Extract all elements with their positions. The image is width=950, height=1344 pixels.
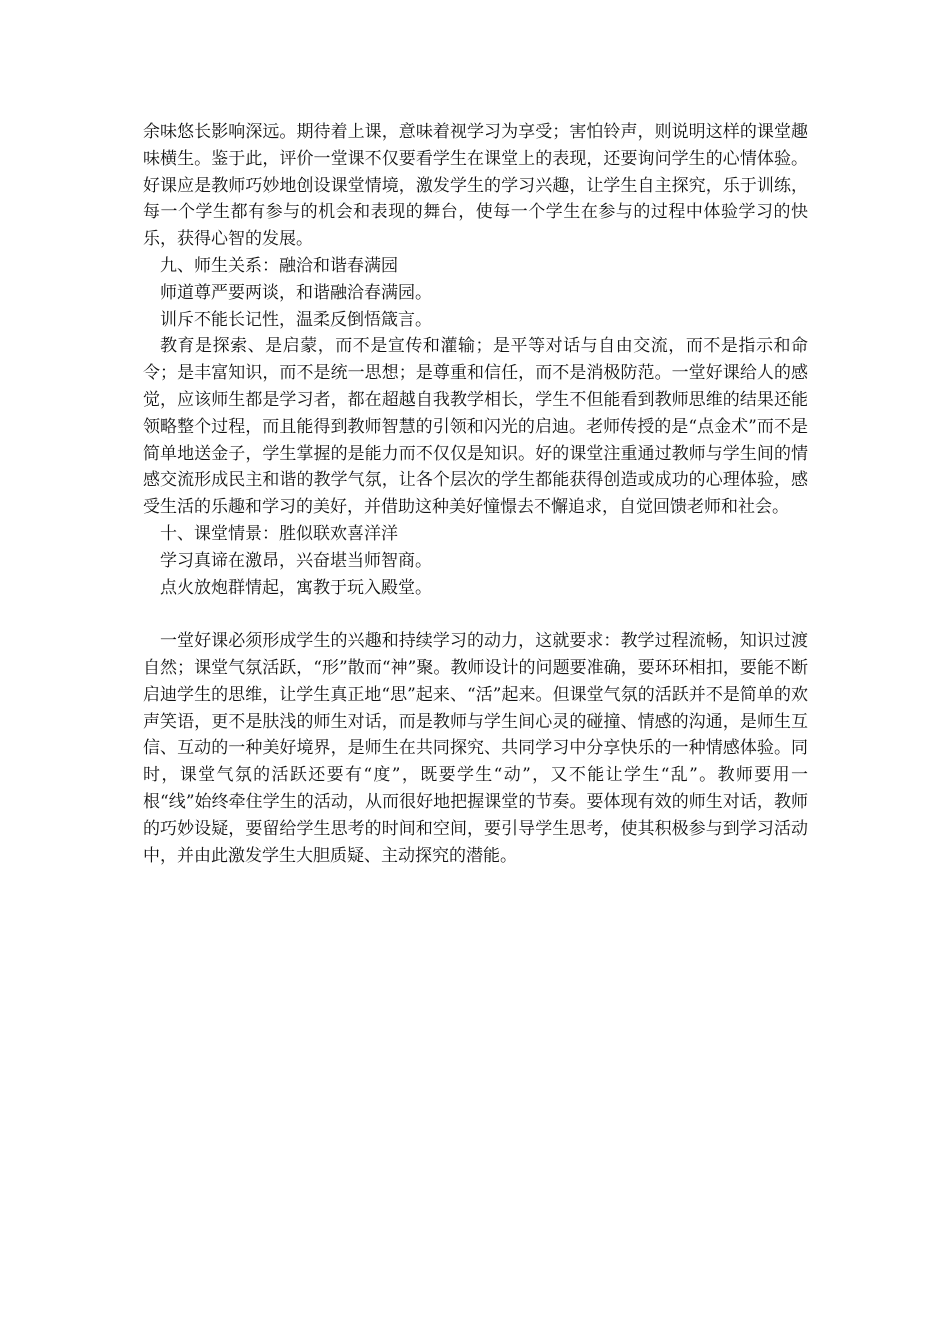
blank-line (143, 601, 808, 628)
section-heading-nine: 九、师生关系：融洽和谐春满园 (160, 255, 398, 276)
verse-line: 点火放炮群情起，寓教于玩入殿堂。 (160, 577, 432, 598)
paragraph-body: 教育是探索、是启蒙，而不是宣传和灌输；是平等对话与自由交流，而不是指示和命令；是丰富知识，而不是统一思想；是尊重和信任，而不是消极防范。一堂好课给人的感觉，应该师生都是学习者，都在超越自我教学相长，学生不但能看到教师思维的结果还能领略整个过程，而且能得到教师智慧的引领和闪光的启迪。老师传授的是“点金术”而不是简单地送金子，学生掌握的是能力而不仅仅是知识。好的课堂注重通过教师与学生间的情感交流形成民主和谐的教学气氛，让各个层次的学生都能获得创造或成功的心理体验，感受生活的乐趣和学习的美好，并借助这种美好憧憬去不懈追求，自觉回馈老师和社会。 (143, 336, 808, 518)
paragraph-continuation: 余味悠长影响深远。期待着上课，意味着视学习为享受；害怕铃声，则说明这样的课堂趣味横生。鉴于此，评价一堂课不仅要看学生在课堂上的表现，还要询问学生的心情体验。好课应是教师巧妙地创设课堂情境，激发学生的学习兴趣，让学生自主探究，乐于训练，每一个学生都有参与的机会和表现的舞台，使每一个学生在参与的过程中体验学习的快乐，获得心智的发展。 (143, 122, 808, 250)
section-heading-ten: 十、课堂情景：胜似联欢喜洋洋 (160, 523, 398, 544)
document-body (143, 119, 808, 869)
verse-line: 学习真谛在激昂，兴奋堪当师智商。 (160, 550, 432, 571)
paragraph-body: 一堂好课必须形成学生的兴趣和持续学习的动力，这就要求：教学过程流畅，知识过渡自然；课堂气氛活跃，“形”散而“神”聚。教师设计的问题要准确，要环环相扣，要能不断启迪学生的思维，让学生真正地“思”起来、“活”起来。但课堂气氛的活跃并不是简单的欢声笑语，更不是肤浅的师生对话，而是教师与学生间心灵的碰撞、情感的沟通，是师生互信、互动的一种美好境界，是师生在共同探究、共同学习中分享快乐的一种情感体验。同时，课堂气氛的活跃还要有“度”，既要学生“动”，又不能让学生“乱”。教师要用一根“线”始终牵住学生的活动，从而很好地把握课堂的节奏。要体现有效的师生对话，教师的巧妙设疑，要留给学生思考的时间和空间，要引导学生思考，使其积极参与到学习活动中，并由此激发学生大胆质疑、主动探究的潜能。 (143, 631, 808, 866)
verse-line: 师道尊严要两谈，和谐融洽春满园。 (160, 282, 432, 303)
verse-line: 训斥不能长记性，温柔反倒悟箴言。 (160, 309, 432, 330)
